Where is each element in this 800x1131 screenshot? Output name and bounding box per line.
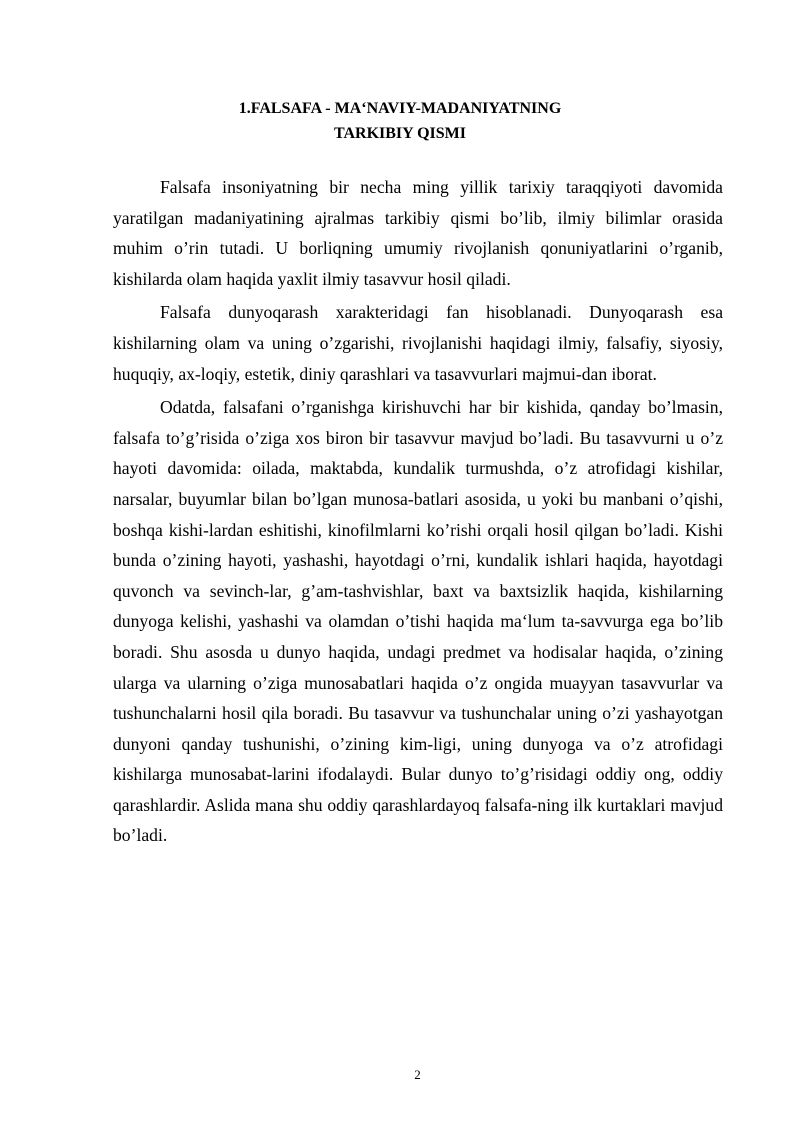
document-body — [113, 172, 723, 854]
page-title — [113, 96, 687, 146]
page-number: 2 — [414, 1067, 421, 1082]
paragraph-2: Falsafa dunyoqarash xarakteridagi fan hisoblanadi. Dunyoqarash esa kishilarning olam va uning o’zgarishi, rivojlanishi haqidagi ilmiy, falsafiy, siyosiy, huquqiy, ax-loqiy, estetik, diniy qarashlari va tasavvurlari majmui-dan iborat. — [113, 302, 723, 384]
title-line-1: 1.FALSAFA - MAʻNAVIY-MADANIYATNING — [238, 100, 562, 117]
paragraph-3: Odatda, falsafani o’rganishga kirishuvchi har bir kishida, qanday bo’lmasin, falsafa to’g’risida o’ziga xos biron bir tasavvur mavjud bo’ladi. Bu tasavvurni u o’z hayoti davomida: oilada, maktabda, kundalik turmushda, o’z atrofidagi kishilar, narsalar, buyumlar bilan bo’lgan munosa-batlari asosida, u yoki bu manbani o’qishi, boshqa kishi-lardan eshitishi, kinofilmlarni ko’rishi orqali hosil qilgan bo’ladi. Kishi bunda o’zining hayoti, yashashi, hayotdagi o’rni, kundalik ishlari haqida, hayotdagi quvonch va sevinch-lar, g’am-tashvishlar, baxt va baxtsizlik haqida, kishilarning dunyoga kelishi, yashashi va olamdan o’tishi haqida maʻlum ta-savvurga ega bo’lib boradi. Shu asosda u dunyo haqida, undagi predmet va hodisalar haqida, o’zining ularga va ularning o’ziga munosabatlari haqida o’z ongida muayyan tasavvurlar va tushunchalarni hosil qila boradi. Bu tasavvur va tushunchalar uning o’zi yashayotgan dunyoni qanday tushunishi, o’zining kim-ligi, uning dunyoga va o’z atrofidagi kishilarga munosabat-larini ifodalaydi. Bular dunyo to’g’risidagi oddiy ong, oddiy qarashlardir. Aslida mana shu oddiy qarashlardayoq falsafa-ning ilk kurtaklari mavjud bo’ladi. — [113, 397, 723, 846]
title-line-2: TARKIBIY QISMI — [333, 125, 467, 142]
paragraph-1: Falsafa insoniyatning bir necha ming yillik tarixiy taraqqiyoti davomida yaratilgan madaniyatining ajralmas tarkibiy qismi bo’lib, ilmiy bilimlar orasida muhim o’rin tutadi. U borliqning umumiy rivojlanish qonuniyatlarini o’rganib, kishilarda olam haqida yaxlit ilmiy tasavvur hosil qiladi. — [113, 177, 723, 289]
